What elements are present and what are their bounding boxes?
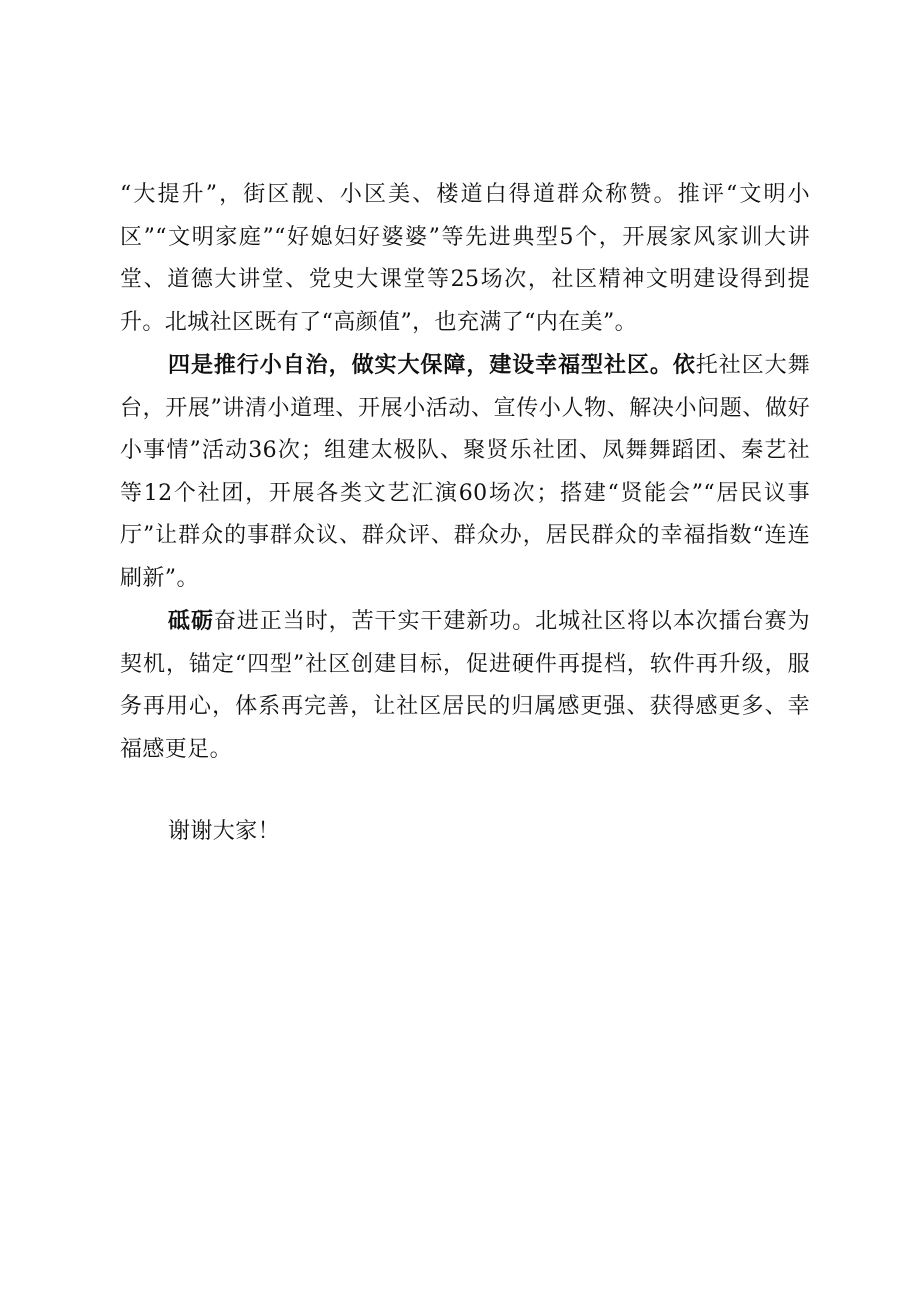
closing-text: 谢谢大家！ <box>168 819 281 844</box>
document-body <box>120 174 810 854</box>
paragraph-four <box>120 344 810 600</box>
paragraph-four-body: 托社区大舞台，开展”讲清小道理、开展小活动、宣传小人物、解决小问题、做好小事情”活动36次；组建太极队、聚贤乐社团、凤舞舞蹈团、秦艺社等12个社团，开展各类文艺汇演60场次；搭建“贤能会”“居民议事厅”让群众的事群众议、群众评、群众办，居民群众的幸福指数“连连刷新”。 <box>120 353 810 591</box>
closing-line <box>120 811 810 854</box>
paragraph-conclusion-lead: 砥砺 <box>168 608 214 634</box>
paragraph-conclusion <box>120 600 810 771</box>
paragraph-continued-text: “大提升”，街区靓、小区美、楼道白得道群众称赞。推评“文明小区”“文明家庭”“好媳妇好婆婆”等先进典型5个，开展家风家训大讲堂、道德大讲堂、党史大课堂等25场次，社区精神文明建设得到提升。北城社区既有了“高颜值”，也充满了“内在美”。 <box>120 182 810 335</box>
paragraph-continued <box>120 174 810 344</box>
paragraph-conclusion-body: 奋进正当时，苦干实干建新功。北城社区将以本次擂台赛为契机，锚定“四型”社区创建目标，促进硬件再提档，软件再升级，服务再用心，体系再完善，让社区居民的归属感更强、获得感更多、幸福感更足。 <box>120 609 810 762</box>
paragraph-four-lead: 四是推行小自治，做实大保障，建设幸福型社区。依 <box>168 352 696 378</box>
